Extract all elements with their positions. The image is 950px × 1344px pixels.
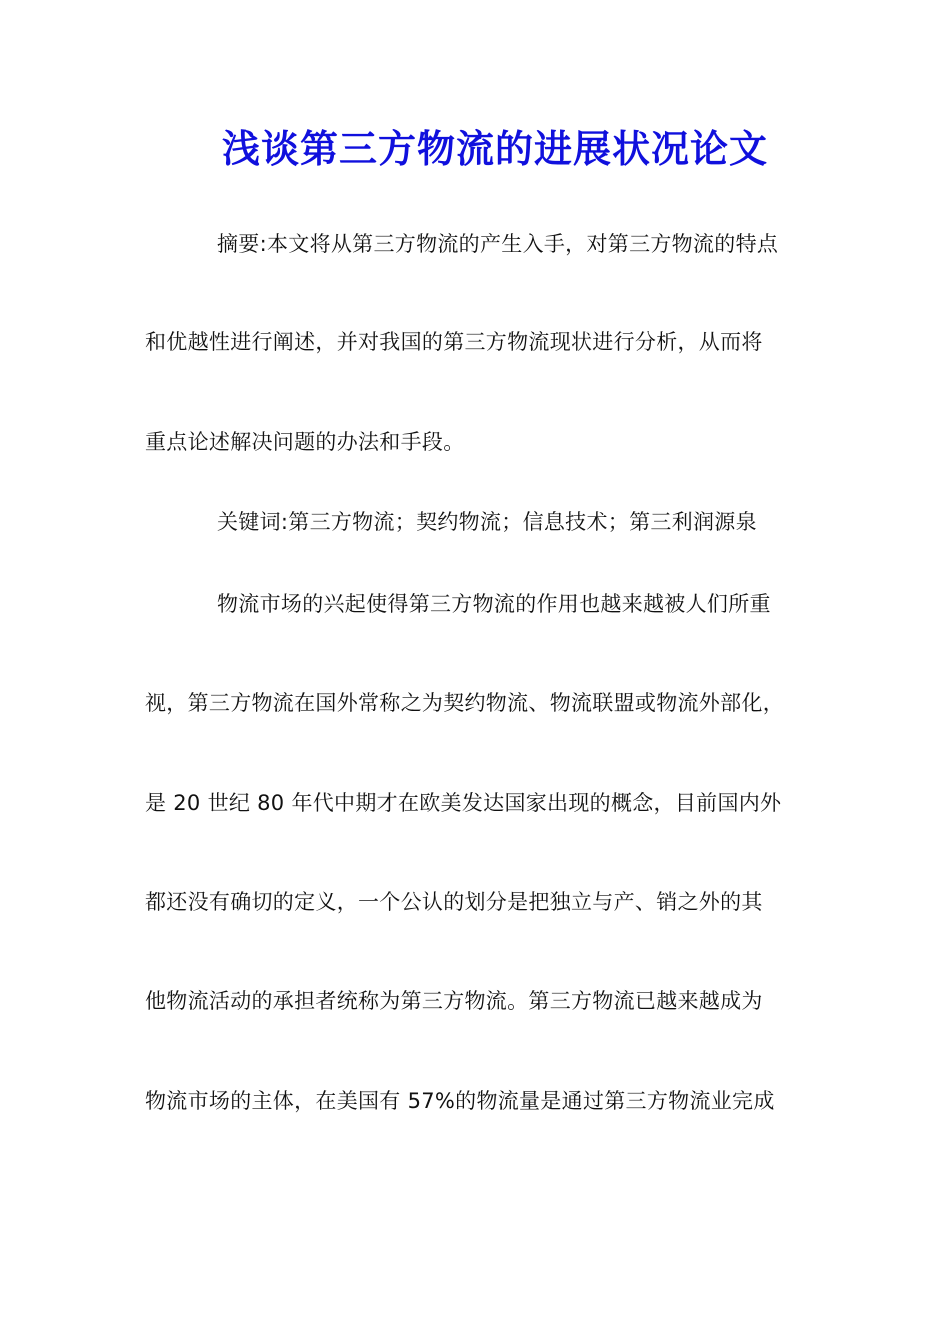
body-line-6: 物流市场的主体，在美国有 57%的物流量是通过第三方物流业完成 xyxy=(145,1089,775,1113)
keywords-line: 关键词:第三方物流；契约物流；信息技术；第三利润源泉 xyxy=(217,510,757,534)
abstract-line-3: 重点论述解决问题的办法和手段。 xyxy=(145,430,465,454)
abstract-line-2: 和优越性进行阐述，并对我国的第三方物流现状进行分析，从而将 xyxy=(145,330,763,354)
document-title: 浅谈第三方物流的进展状况论文 xyxy=(221,126,768,171)
abstract-line-1: 摘要:本文将从第三方物流的产生入手，对第三方物流的特点 xyxy=(217,232,779,256)
body-line-1: 物流市场的兴起使得第三方物流的作用也越来越被人们所重 xyxy=(217,592,771,616)
body-line-2: 视，第三方物流在国外常称之为契约物流、物流联盟或物流外部化， xyxy=(145,691,784,715)
body-line-3: 是 20 世纪 80 年代中期才在欧美发达国家出现的概念，目前国内外 xyxy=(145,791,782,815)
body-line-5: 他物流活动的承担者统称为第三方物流。第三方物流已越来越成为 xyxy=(145,989,763,1013)
body-line-4: 都还没有确切的定义，一个公认的划分是把独立与产、销之外的其 xyxy=(145,890,763,914)
